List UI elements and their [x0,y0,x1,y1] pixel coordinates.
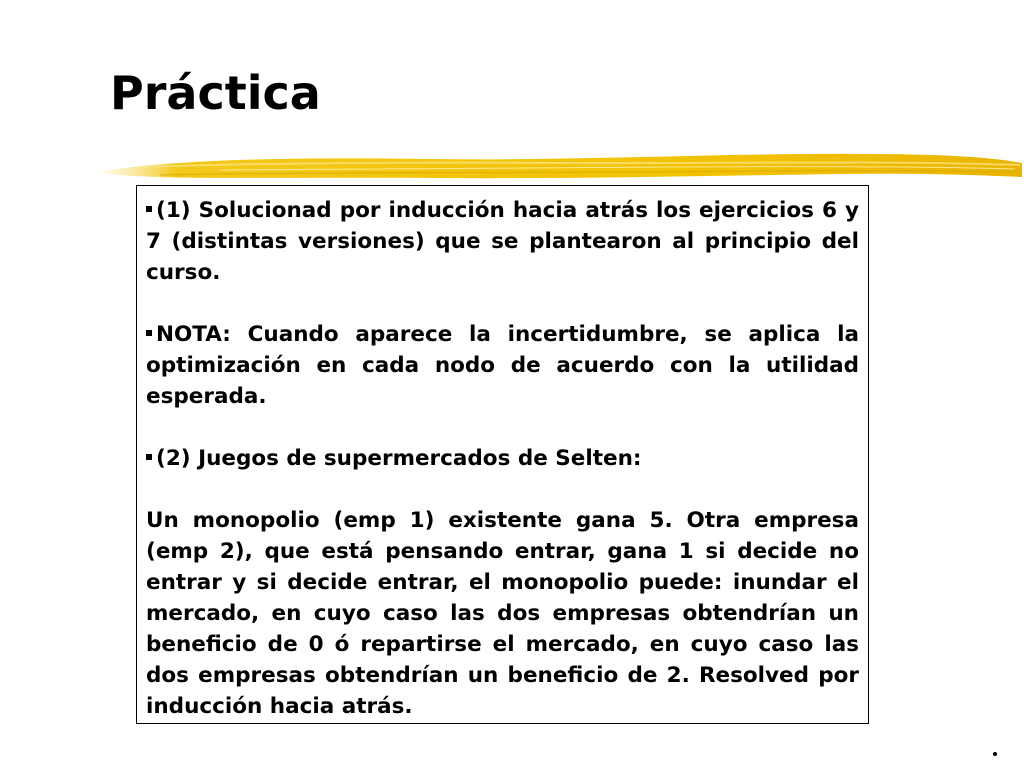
brush-stroke-divider [100,145,1024,189]
bullet-item-text: (2) Juegos de supermercados de Selten: [156,446,642,471]
square-bullet-icon [146,330,152,336]
square-bullet-icon [146,454,152,460]
bullet-item-note [146,319,859,412]
problem-description: Un monopolio (emp 1) existente gana 5. Otra empresa (emp 2), que está pensando entrar, gana 1 si decide no entrar y si decide entrar, el monopolio puede: inundar el mercado, en cuyo caso las dos empresas obtendrían un beneficio de 0 ó repartirse el mercado, en cuyo caso las dos empresas obtendrían un beneficio de 2. Resolved por inducción hacia atrás. [146,508,859,719]
content-box [136,185,869,724]
corner-dot [993,752,997,756]
bullet-item-text: (1) Solucionad por inducción hacia atrás los ejercicios 6 y 7 (distintas versiones) que se plantearon al principio del curso. [146,198,859,285]
bullet-item-exercise-1 [146,195,859,288]
square-bullet-icon [146,206,152,212]
bullet-item-exercise-2 [146,443,859,474]
slide-title: Práctica [110,66,321,120]
bullet-item-text: NOTA: Cuando aparece la incertidumbre, se aplica la optimización en cada nodo de acuerdo con la utilidad esperada. [146,322,859,409]
